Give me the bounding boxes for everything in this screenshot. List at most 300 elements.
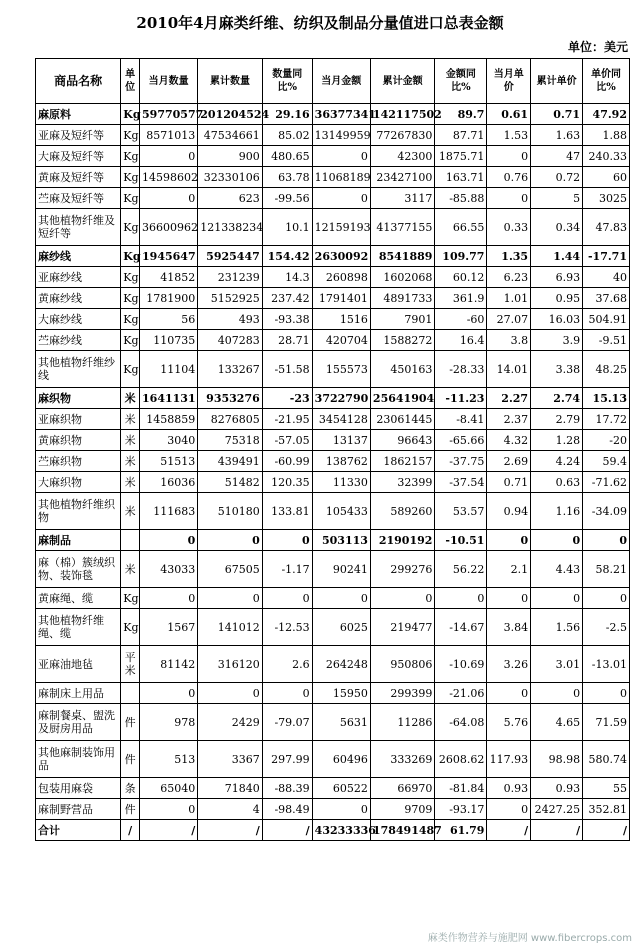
table-row [36,351,630,388]
value-cell: -10.69 [435,646,487,683]
value-cell: 47.92 [583,104,630,125]
table-body [36,104,630,841]
row-name-cell: 麻制野营品 [36,799,121,820]
row-unit-cell: Kg [121,125,140,146]
value-cell: 8276805 [198,409,262,430]
value-cell: 3117 [370,188,434,209]
value-cell: 0.71 [531,104,583,125]
value-cell: 89.7 [435,104,487,125]
value-cell: 2.69 [487,451,531,472]
row-unit-cell: Kg [121,167,140,188]
value-cell: 65040 [140,778,198,799]
value-cell: 1.63 [531,125,583,146]
value-cell: -99.56 [262,188,312,209]
table-row [36,209,630,246]
value-cell: 0.34 [531,209,583,246]
value-cell: 1862157 [370,451,434,472]
table-row [36,741,630,778]
value-cell: 16.03 [531,309,583,330]
table-row [36,493,630,530]
value-cell: 14598602 [140,167,198,188]
row-unit-cell: Kg [121,609,140,646]
value-cell: 1791401 [312,288,370,309]
value-cell: 0 [435,588,487,609]
value-cell: 71840 [198,778,262,799]
row-name-cell: 大麻织物 [36,472,121,493]
row-unit-cell: 米 [121,409,140,430]
value-cell: -37.54 [435,472,487,493]
row-name-cell: 麻制品 [36,530,121,551]
row-name-cell: 麻纱线 [36,246,121,267]
value-cell: 0 [312,799,370,820]
row-name-cell: 苎麻织物 [36,451,121,472]
value-cell: 60.12 [435,267,487,288]
value-cell: 121338234 [198,209,262,246]
row-unit-cell: Kg [121,209,140,246]
value-cell: 950806 [370,646,434,683]
value-cell: 0 [140,799,198,820]
row-name-cell: 其他植物纤维绳、缆 [36,609,121,646]
row-name-cell: 苎麻纱线 [36,330,121,351]
value-cell: 87.71 [435,125,487,146]
value-cell: / [487,820,531,841]
value-cell: 55 [583,778,630,799]
value-cell: 0 [140,683,198,704]
row-name-cell: 麻制餐桌、盥洗及厨房用品 [36,704,121,741]
value-cell: 0.93 [487,778,531,799]
value-cell: -64.08 [435,704,487,741]
row-unit-cell: 平米 [121,646,140,683]
value-cell: 510180 [198,493,262,530]
column-header: 累计单价 [531,59,583,104]
value-cell: 117.93 [487,741,531,778]
value-cell: 110735 [140,330,198,351]
column-header: 累计金额 [370,59,434,104]
value-cell: 0.76 [487,167,531,188]
unit-label: 单位：美元 [567,40,628,54]
value-cell: 29.16 [262,104,312,125]
value-cell: 978 [140,704,198,741]
value-cell: 6025 [312,609,370,646]
value-cell: 0.93 [531,778,583,799]
value-cell: 13149959 [312,125,370,146]
value-cell: 41377155 [370,209,434,246]
row-unit-cell: 米 [121,388,140,409]
value-cell: 2.74 [531,388,583,409]
value-cell: -98.49 [262,799,312,820]
value-cell: 98.98 [531,741,583,778]
row-name-cell: 其他植物纤维及短纤等 [36,209,121,246]
value-cell: -11.23 [435,388,487,409]
value-cell: 407283 [198,330,262,351]
row-unit-cell: Kg [121,330,140,351]
value-cell: 1781900 [140,288,198,309]
row-unit-cell: Kg [121,588,140,609]
value-cell: 7901 [370,309,434,330]
value-cell: 361.9 [435,288,487,309]
value-cell: -21.06 [435,683,487,704]
value-cell: -88.39 [262,778,312,799]
value-cell: 43033 [140,551,198,588]
table-row [36,388,630,409]
value-cell: 14.3 [262,267,312,288]
column-header: 当月金额 [312,59,370,104]
row-name-cell: 麻织物 [36,388,121,409]
column-header: 累计数量 [198,59,262,104]
row-name-cell: 麻（棉）簇绒织物、装饰毯 [36,551,121,588]
value-cell: 60496 [312,741,370,778]
value-cell: 48.25 [583,351,630,388]
row-unit-cell: Kg [121,146,140,167]
value-cell: 0 [140,588,198,609]
table-row [36,704,630,741]
value-cell: 4891733 [370,288,434,309]
table-row [36,451,630,472]
value-cell: 0 [140,188,198,209]
column-header: 金额同比% [435,59,487,104]
value-cell: 231239 [198,267,262,288]
value-cell: 51482 [198,472,262,493]
value-cell: 32330106 [198,167,262,188]
value-cell: 1.16 [531,493,583,530]
value-cell: 0 [198,530,262,551]
value-cell: -12.53 [262,609,312,646]
value-cell: 3454128 [312,409,370,430]
value-cell: 2.79 [531,409,583,430]
value-cell: 1.44 [531,246,583,267]
value-cell: 4.24 [531,451,583,472]
value-cell: 201204524 [198,104,262,125]
row-unit-cell: 条 [121,778,140,799]
column-header: 当月单价 [487,59,531,104]
value-cell: 1945647 [140,246,198,267]
value-cell: 0 [583,683,630,704]
table-row [36,267,630,288]
value-cell: 63.78 [262,167,312,188]
value-cell: -37.75 [435,451,487,472]
value-cell: 1516 [312,309,370,330]
value-cell: 178491487 [370,820,434,841]
value-cell: 66.55 [435,209,487,246]
value-cell: 503113 [312,530,370,551]
value-cell: 333269 [370,741,434,778]
value-cell: -60.99 [262,451,312,472]
value-cell: 9353276 [198,388,262,409]
value-cell: 4 [198,799,262,820]
value-cell: 133267 [198,351,262,388]
value-cell: -21.95 [262,409,312,430]
value-cell: / [198,820,262,841]
value-cell: 9709 [370,799,434,820]
value-cell: 0 [487,588,531,609]
value-cell: 3.01 [531,646,583,683]
value-cell: 28.71 [262,330,312,351]
value-cell: 1.35 [487,246,531,267]
value-cell: 1567 [140,609,198,646]
value-cell: 51513 [140,451,198,472]
value-cell: 513 [140,741,198,778]
value-cell: 41852 [140,267,198,288]
value-cell: -65.66 [435,430,487,451]
value-cell: 3.26 [487,646,531,683]
row-unit-cell [121,683,140,704]
row-unit-cell: 件 [121,704,140,741]
value-cell: 36377341 [312,104,370,125]
value-cell: 0.72 [531,167,583,188]
value-cell: 10.1 [262,209,312,246]
value-cell: 3.38 [531,351,583,388]
row-name-cell: 亚麻织物 [36,409,121,430]
value-cell: 53.57 [435,493,487,530]
row-name-cell: 大麻纱线 [36,309,121,330]
row-name-cell: 苎麻及短纤等 [36,188,121,209]
table-row [36,288,630,309]
value-cell: 16.4 [435,330,487,351]
value-cell: 5.76 [487,704,531,741]
value-cell: 1641131 [140,388,198,409]
value-cell: 0 [312,146,370,167]
value-cell: 4.65 [531,704,583,741]
value-cell: 40 [583,267,630,288]
value-cell: 17.72 [583,409,630,430]
value-cell: 316120 [198,646,262,683]
value-cell: 141012 [198,609,262,646]
row-name-cell: 麻制床上用品 [36,683,121,704]
value-cell: 81142 [140,646,198,683]
value-cell: 0 [262,530,312,551]
value-cell: -13.01 [583,646,630,683]
value-cell: 2.27 [487,388,531,409]
row-name-cell: 包装用麻袋 [36,778,121,799]
row-name-cell: 麻原料 [36,104,121,125]
value-cell: 420704 [312,330,370,351]
value-cell: -79.07 [262,704,312,741]
value-cell: 155573 [312,351,370,388]
value-cell: 11068189 [312,167,370,188]
value-cell: 3025 [583,188,630,209]
value-cell: -23 [262,388,312,409]
value-cell: 0 [531,530,583,551]
value-cell: 32399 [370,472,434,493]
table-row [36,683,630,704]
value-cell: 15950 [312,683,370,704]
page-title: 2010年4月麻类纤维、纺织及制品分量值进口总表金额 [136,14,504,32]
value-cell: 1588272 [370,330,434,351]
value-cell: 90241 [312,551,370,588]
value-cell: 3367 [198,741,262,778]
value-cell: 6.23 [487,267,531,288]
table-row [36,309,630,330]
value-cell: 2630092 [312,246,370,267]
row-name-cell: 亚麻油地毡 [36,646,121,683]
value-cell: 12159193 [312,209,370,246]
value-cell: 352.81 [583,799,630,820]
value-cell: 15.13 [583,388,630,409]
value-cell: 13137 [312,430,370,451]
value-cell: 0 [198,588,262,609]
value-cell: 8571013 [140,125,198,146]
table-row [36,588,630,609]
value-cell: 480.65 [262,146,312,167]
value-cell: -51.58 [262,351,312,388]
value-cell: 0 [140,530,198,551]
value-cell: 71.59 [583,704,630,741]
value-cell: 2.37 [487,409,531,430]
value-cell: 0 [487,799,531,820]
value-cell: -28.33 [435,351,487,388]
value-cell: 260898 [312,267,370,288]
value-cell: 237.42 [262,288,312,309]
value-cell: 58.21 [583,551,630,588]
row-unit-cell: 米 [121,493,140,530]
value-cell: 1.56 [531,609,583,646]
value-cell: 4.32 [487,430,531,451]
value-cell: -93.38 [262,309,312,330]
value-cell: 5152925 [198,288,262,309]
value-cell: 16036 [140,472,198,493]
value-cell: 47 [531,146,583,167]
value-cell: -20 [583,430,630,451]
table-row [36,530,630,551]
value-cell: 96643 [370,430,434,451]
row-name-cell: 黄麻及短纤等 [36,167,121,188]
value-cell: 299399 [370,683,434,704]
row-name-cell: 其他麻制装饰用品 [36,741,121,778]
column-header: 当月数量 [140,59,198,104]
value-cell: 3040 [140,430,198,451]
value-cell: -17.71 [583,246,630,267]
row-unit-cell: Kg [121,288,140,309]
value-cell: 439491 [198,451,262,472]
value-cell: 2190192 [370,530,434,551]
row-unit-cell: 米 [121,551,140,588]
value-cell: 450163 [370,351,434,388]
value-cell: 5925447 [198,246,262,267]
row-name-cell: 其他植物纤维纱线 [36,351,121,388]
header-row [36,59,630,104]
value-cell: 299276 [370,551,434,588]
value-cell: 85.02 [262,125,312,146]
value-cell: 61.79 [435,820,487,841]
value-cell: 1602068 [370,267,434,288]
value-cell: / [583,820,630,841]
table-row [36,820,630,841]
table-row [36,778,630,799]
value-cell: 1458859 [140,409,198,430]
value-cell: 3.84 [487,609,531,646]
value-cell: 8541889 [370,246,434,267]
value-cell: 77267830 [370,125,434,146]
value-cell: 3.8 [487,330,531,351]
value-cell: 0 [312,588,370,609]
value-cell: -60 [435,309,487,330]
value-cell: 120.35 [262,472,312,493]
row-unit-cell: Kg [121,351,140,388]
value-cell: 133.81 [262,493,312,530]
value-cell: 3.9 [531,330,583,351]
value-cell: 0.61 [487,104,531,125]
value-cell: 900 [198,146,262,167]
value-cell: 6.93 [531,267,583,288]
value-cell: 11286 [370,704,434,741]
value-cell: 105433 [312,493,370,530]
row-unit-cell: / [121,820,140,841]
value-cell: 0.95 [531,288,583,309]
value-cell: 1.88 [583,125,630,146]
value-cell: -10.51 [435,530,487,551]
value-cell: 42300 [370,146,434,167]
value-cell: 0 [487,683,531,704]
value-cell: 623 [198,188,262,209]
value-cell: 56.22 [435,551,487,588]
value-cell: -93.17 [435,799,487,820]
value-cell: -71.62 [583,472,630,493]
value-cell: 47.83 [583,209,630,246]
value-cell: 1.01 [487,288,531,309]
value-cell: 0 [487,530,531,551]
row-unit-cell: Kg [121,188,140,209]
table-row [36,246,630,267]
value-cell: 0 [312,188,370,209]
value-cell: 3722790 [312,388,370,409]
value-cell: 219477 [370,609,434,646]
row-name-cell: 黄麻纱线 [36,288,121,309]
value-cell: 0 [262,683,312,704]
table-row [36,799,630,820]
value-cell: 138762 [312,451,370,472]
column-header: 单位 [121,59,140,104]
value-cell: 66970 [370,778,434,799]
value-cell: / [262,820,312,841]
row-unit-cell: Kg [121,267,140,288]
value-cell: 142117502 [370,104,434,125]
row-unit-cell: 件 [121,799,140,820]
value-cell: -9.51 [583,330,630,351]
value-cell: 0 [531,683,583,704]
value-cell: 0 [140,146,198,167]
value-cell: 75318 [198,430,262,451]
value-cell: 43233336 [312,820,370,841]
value-cell: 589260 [370,493,434,530]
value-cell: 154.42 [262,246,312,267]
value-cell: 264248 [312,646,370,683]
value-cell: 59770577 [140,104,198,125]
table-row [36,409,630,430]
row-unit-cell: 米 [121,451,140,472]
row-name-cell: 合计 [36,820,121,841]
row-name-cell: 亚麻及短纤等 [36,125,121,146]
value-cell: 25641904 [370,388,434,409]
value-cell: 11330 [312,472,370,493]
table-row [36,146,630,167]
table-row [36,104,630,125]
value-cell: 67505 [198,551,262,588]
table-row [36,646,630,683]
value-cell: 11104 [140,351,198,388]
value-cell: 60522 [312,778,370,799]
value-cell: 0.94 [487,493,531,530]
table-row [36,330,630,351]
value-cell: 1.53 [487,125,531,146]
column-header: 数量同比% [262,59,312,104]
value-cell: 37.68 [583,288,630,309]
value-cell: 2.6 [262,646,312,683]
value-cell: 109.77 [435,246,487,267]
value-cell: 0 [487,188,531,209]
value-cell: 297.99 [262,741,312,778]
row-unit-cell: Kg [121,246,140,267]
value-cell: 580.74 [583,741,630,778]
